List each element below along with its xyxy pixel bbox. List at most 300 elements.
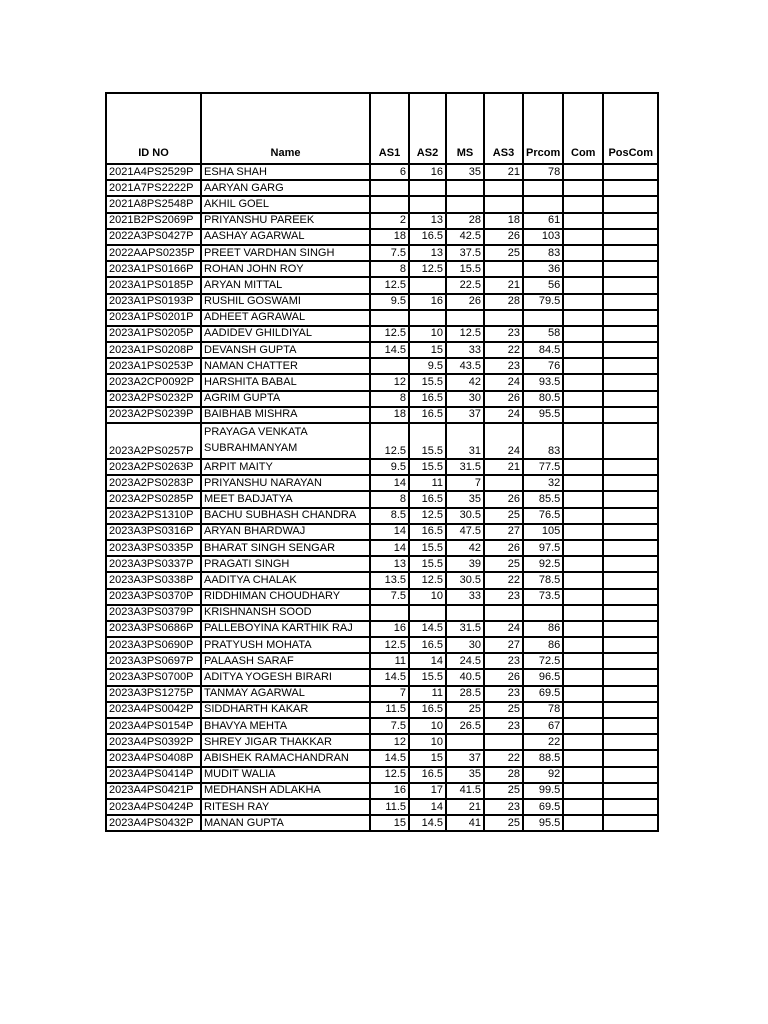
as1-cell: [370, 605, 409, 621]
com-cell: [563, 475, 603, 491]
as3-cell: 26: [484, 229, 523, 245]
as1-cell: [370, 310, 409, 326]
com-cell: [563, 799, 603, 815]
table-row: [106, 261, 658, 277]
poscom-cell: [603, 164, 658, 180]
as3-cell: 26: [484, 669, 523, 685]
com-cell: [563, 294, 603, 310]
com-cell: [563, 196, 603, 212]
ms-cell: 30: [446, 637, 484, 653]
poscom-cell: [603, 540, 658, 556]
as3-cell: 26: [484, 540, 523, 556]
as3-cell: 24: [484, 374, 523, 390]
prcom-cell: 105: [523, 524, 563, 540]
poscom-cell: [603, 702, 658, 718]
name-cell: ROHAN JOHN ROY: [201, 261, 370, 277]
name-cell: BAIBHAB MISHRA: [201, 407, 370, 423]
prcom-cell: 92: [523, 767, 563, 783]
ms-cell: 31.5: [446, 459, 484, 475]
poscom-cell: [603, 637, 658, 653]
prcom-cell: 67: [523, 718, 563, 734]
com-cell: [563, 310, 603, 326]
name-cell: AADIDEV GHILDIYAL: [201, 326, 370, 342]
table-row: [106, 459, 658, 475]
poscom-cell: [603, 358, 658, 374]
prcom-cell: 36: [523, 261, 563, 277]
as2-cell: 13: [409, 245, 446, 261]
poscom-cell: [603, 718, 658, 734]
as3-cell: 23: [484, 718, 523, 734]
name-cell: RIDDHIMAN CHOUDHARY: [201, 589, 370, 605]
prcom-cell: 73.5: [523, 589, 563, 605]
header-poscom: PosCom: [603, 93, 658, 164]
ms-cell: 26.5: [446, 718, 484, 734]
as1-cell: [370, 196, 409, 212]
header-prcom: Prcom: [523, 93, 563, 164]
name-cell: AADITYA CHALAK: [201, 572, 370, 588]
ms-cell: 35: [446, 164, 484, 180]
as3-cell: 22: [484, 572, 523, 588]
ms-cell: 31: [446, 423, 484, 459]
prcom-cell: 96.5: [523, 669, 563, 685]
poscom-cell: [603, 475, 658, 491]
id-cell: 2023A4PS0424P: [106, 799, 201, 815]
as3-cell: [484, 475, 523, 491]
table-row: [106, 653, 658, 669]
as1-cell: 18: [370, 229, 409, 245]
poscom-cell: [603, 391, 658, 407]
poscom-cell: [603, 589, 658, 605]
table-row: [106, 556, 658, 572]
ms-cell: [446, 196, 484, 212]
name-cell: BHAVYA MEHTA: [201, 718, 370, 734]
as1-cell: 15: [370, 815, 409, 831]
name-cell: PRIYANSHU PAREEK: [201, 213, 370, 229]
as1-cell: 6: [370, 164, 409, 180]
name-cell: SHREY JIGAR THAKKAR: [201, 734, 370, 750]
prcom-cell: 85.5: [523, 491, 563, 507]
as2-cell: [409, 277, 446, 293]
ms-cell: 12.5: [446, 326, 484, 342]
as3-cell: 28: [484, 294, 523, 310]
prcom-cell: 78: [523, 164, 563, 180]
prcom-cell: 93.5: [523, 374, 563, 390]
as2-cell: 16: [409, 294, 446, 310]
com-cell: [563, 245, 603, 261]
ms-cell: 24.5: [446, 653, 484, 669]
com-cell: [563, 718, 603, 734]
com-cell: [563, 261, 603, 277]
prcom-cell: 69.5: [523, 799, 563, 815]
prcom-cell: 95.5: [523, 815, 563, 831]
name-cell: MUDIT WALIA: [201, 767, 370, 783]
prcom-cell: 86: [523, 637, 563, 653]
table-row: [106, 326, 658, 342]
com-cell: [563, 783, 603, 799]
as1-cell: 12.5: [370, 423, 409, 459]
com-cell: [563, 491, 603, 507]
header-ms: MS: [446, 93, 484, 164]
as3-cell: 23: [484, 589, 523, 605]
as2-cell: 15.5: [409, 459, 446, 475]
name-cell: ARPIT MAITY: [201, 459, 370, 475]
as3-cell: [484, 605, 523, 621]
name-cell: AGRIM GUPTA: [201, 391, 370, 407]
name-cell: NAMAN CHATTER: [201, 358, 370, 374]
as3-cell: 23: [484, 686, 523, 702]
table-row: [106, 277, 658, 293]
prcom-cell: [523, 310, 563, 326]
ms-cell: 33: [446, 342, 484, 358]
as3-cell: 23: [484, 653, 523, 669]
com-cell: [563, 423, 603, 459]
poscom-cell: [603, 750, 658, 766]
table-row: [106, 475, 658, 491]
table-row: [106, 508, 658, 524]
ms-cell: 42: [446, 540, 484, 556]
com-cell: [563, 637, 603, 653]
name-cell: AKHIL GOEL: [201, 196, 370, 212]
id-cell: 2022A3PS0427P: [106, 229, 201, 245]
id-cell: 2021A4PS2529P: [106, 164, 201, 180]
id-cell: 2023A3PS0337P: [106, 556, 201, 572]
as2-cell: 14: [409, 799, 446, 815]
as2-cell: 16.5: [409, 491, 446, 507]
poscom-cell: [603, 572, 658, 588]
name-cell: ABISHEK RAMACHANDRAN: [201, 750, 370, 766]
poscom-cell: [603, 261, 658, 277]
id-cell: 2023A3PS0335P: [106, 540, 201, 556]
id-cell: 2023A3PS0370P: [106, 589, 201, 605]
as2-cell: 14: [409, 653, 446, 669]
name-cell: HARSHITA BABAL: [201, 374, 370, 390]
as3-cell: 24: [484, 407, 523, 423]
table-row: [106, 180, 658, 196]
ms-cell: 33: [446, 589, 484, 605]
ms-cell: 15.5: [446, 261, 484, 277]
id-cell: 2023A4PS0408P: [106, 750, 201, 766]
com-cell: [563, 734, 603, 750]
table-row: [106, 310, 658, 326]
id-cell: 2023A3PS0316P: [106, 524, 201, 540]
as3-cell: 18: [484, 213, 523, 229]
ms-cell: 37.5: [446, 245, 484, 261]
poscom-cell: [603, 556, 658, 572]
poscom-cell: [603, 686, 658, 702]
ms-cell: 28.5: [446, 686, 484, 702]
as2-cell: 15.5: [409, 556, 446, 572]
name-cell: AASHAY AGARWAL: [201, 229, 370, 245]
prcom-cell: 22: [523, 734, 563, 750]
as2-cell: 15: [409, 342, 446, 358]
name-cell: ARYAN MITTAL: [201, 277, 370, 293]
as2-cell: 16.5: [409, 524, 446, 540]
id-cell: 2023A1PS0166P: [106, 261, 201, 277]
id-cell: 2023A1PS0193P: [106, 294, 201, 310]
as3-cell: 26: [484, 491, 523, 507]
prcom-cell: 76.5: [523, 508, 563, 524]
as1-cell: [370, 180, 409, 196]
table-row: [106, 164, 658, 180]
com-cell: [563, 229, 603, 245]
ms-cell: 31.5: [446, 621, 484, 637]
name-cell: PRAYAGA VENKATA SUBRAHMANYAM: [201, 423, 370, 459]
as1-cell: 8: [370, 261, 409, 277]
id-cell: 2021A8PS2548P: [106, 196, 201, 212]
as1-cell: 13.5: [370, 572, 409, 588]
com-cell: [563, 391, 603, 407]
table-row: [106, 637, 658, 653]
as2-cell: 10: [409, 326, 446, 342]
com-cell: [563, 164, 603, 180]
com-cell: [563, 374, 603, 390]
table-row: [106, 605, 658, 621]
id-cell: 2023A2CP0092P: [106, 374, 201, 390]
table-row: [106, 491, 658, 507]
as2-cell: [409, 196, 446, 212]
poscom-cell: [603, 783, 658, 799]
as1-cell: 11.5: [370, 799, 409, 815]
table-row: [106, 196, 658, 212]
as3-cell: 27: [484, 524, 523, 540]
poscom-cell: [603, 342, 658, 358]
id-cell: 2023A1PS0201P: [106, 310, 201, 326]
table-row: [106, 423, 658, 459]
as1-cell: 14.5: [370, 342, 409, 358]
name-cell: MEDHANSH ADLAKHA: [201, 783, 370, 799]
poscom-cell: [603, 196, 658, 212]
prcom-cell: 84.5: [523, 342, 563, 358]
as2-cell: 15.5: [409, 669, 446, 685]
prcom-cell: 83: [523, 423, 563, 459]
as1-cell: 7.5: [370, 245, 409, 261]
as1-cell: 7.5: [370, 718, 409, 734]
name-cell: PALAASH SARAF: [201, 653, 370, 669]
as2-cell: 15.5: [409, 423, 446, 459]
ms-cell: [446, 605, 484, 621]
as2-cell: 16.5: [409, 391, 446, 407]
as2-cell: 13: [409, 213, 446, 229]
ms-cell: 40.5: [446, 669, 484, 685]
name-cell: ESHA SHAH: [201, 164, 370, 180]
com-cell: [563, 459, 603, 475]
table-row: [106, 815, 658, 831]
prcom-cell: 99.5: [523, 783, 563, 799]
ms-cell: 25: [446, 702, 484, 718]
marks-table: [105, 92, 659, 832]
table-row: [106, 374, 658, 390]
com-cell: [563, 508, 603, 524]
prcom-cell: 76: [523, 358, 563, 374]
prcom-cell: 32: [523, 475, 563, 491]
poscom-cell: [603, 524, 658, 540]
name-cell: PRATYUSH MOHATA: [201, 637, 370, 653]
table-row: [106, 702, 658, 718]
com-cell: [563, 358, 603, 374]
id-cell: 2023A1PS0205P: [106, 326, 201, 342]
as3-cell: 23: [484, 326, 523, 342]
id-cell: 2023A2PS0283P: [106, 475, 201, 491]
poscom-cell: [603, 734, 658, 750]
id-cell: 2023A2PS0257P: [106, 423, 201, 459]
com-cell: [563, 407, 603, 423]
ms-cell: [446, 734, 484, 750]
com-cell: [563, 342, 603, 358]
as3-cell: [484, 734, 523, 750]
id-cell: 2023A2PS0232P: [106, 391, 201, 407]
header-row: [106, 93, 658, 164]
id-cell: 2021B2PS2069P: [106, 213, 201, 229]
id-cell: 2023A4PS0154P: [106, 718, 201, 734]
name-cell: SIDDHARTH KAKAR: [201, 702, 370, 718]
as1-cell: [370, 358, 409, 374]
as3-cell: 25: [484, 783, 523, 799]
com-cell: [563, 556, 603, 572]
prcom-cell: 61: [523, 213, 563, 229]
as1-cell: 12.5: [370, 637, 409, 653]
table-row: [106, 734, 658, 750]
id-cell: 2023A3PS0700P: [106, 669, 201, 685]
ms-cell: 41.5: [446, 783, 484, 799]
poscom-cell: [603, 213, 658, 229]
as3-cell: 21: [484, 277, 523, 293]
as3-cell: 24: [484, 621, 523, 637]
com-cell: [563, 277, 603, 293]
as1-cell: 16: [370, 783, 409, 799]
poscom-cell: [603, 508, 658, 524]
name-cell: ADITYA YOGESH BIRARI: [201, 669, 370, 685]
as3-cell: 26: [484, 391, 523, 407]
as2-cell: 11: [409, 686, 446, 702]
com-cell: [563, 702, 603, 718]
prcom-cell: 77.5: [523, 459, 563, 475]
as3-cell: 28: [484, 767, 523, 783]
table-row: [106, 767, 658, 783]
com-cell: [563, 669, 603, 685]
id-cell: 2023A3PS1275P: [106, 686, 201, 702]
id-cell: 2023A3PS0686P: [106, 621, 201, 637]
header-id-no: ID NO: [106, 93, 201, 164]
ms-cell: 30: [446, 391, 484, 407]
ms-cell: 37: [446, 750, 484, 766]
table-row: [106, 407, 658, 423]
as3-cell: 27: [484, 637, 523, 653]
header-as3: AS3: [484, 93, 523, 164]
as1-cell: 11: [370, 653, 409, 669]
as1-cell: 18: [370, 407, 409, 423]
poscom-cell: [603, 310, 658, 326]
id-cell: 2023A3PS0338P: [106, 572, 201, 588]
as1-cell: 12.5: [370, 326, 409, 342]
com-cell: [563, 540, 603, 556]
table-row: [106, 750, 658, 766]
poscom-cell: [603, 605, 658, 621]
ms-cell: 39: [446, 556, 484, 572]
id-cell: 2023A3PS0379P: [106, 605, 201, 621]
as3-cell: 25: [484, 702, 523, 718]
table-row: [106, 358, 658, 374]
ms-cell: [446, 310, 484, 326]
ms-cell: 30.5: [446, 572, 484, 588]
com-cell: [563, 653, 603, 669]
as2-cell: 9.5: [409, 358, 446, 374]
com-cell: [563, 750, 603, 766]
poscom-cell: [603, 229, 658, 245]
as2-cell: [409, 180, 446, 196]
com-cell: [563, 180, 603, 196]
poscom-cell: [603, 459, 658, 475]
prcom-cell: 103: [523, 229, 563, 245]
table-row: [106, 540, 658, 556]
as3-cell: [484, 310, 523, 326]
as2-cell: 14.5: [409, 621, 446, 637]
as1-cell: 16: [370, 621, 409, 637]
ms-cell: 26: [446, 294, 484, 310]
as2-cell: 16.5: [409, 767, 446, 783]
name-cell: PREET VARDHAN SINGH: [201, 245, 370, 261]
as3-cell: [484, 261, 523, 277]
as3-cell: 25: [484, 245, 523, 261]
poscom-cell: [603, 245, 658, 261]
as3-cell: 25: [484, 556, 523, 572]
as2-cell: 12.5: [409, 572, 446, 588]
com-cell: [563, 524, 603, 540]
as2-cell: 10: [409, 734, 446, 750]
com-cell: [563, 767, 603, 783]
as1-cell: 14: [370, 524, 409, 540]
com-cell: [563, 326, 603, 342]
header-com: Com: [563, 93, 603, 164]
prcom-cell: 78: [523, 702, 563, 718]
name-cell: ARYAN BHARDWAJ: [201, 524, 370, 540]
poscom-cell: [603, 180, 658, 196]
poscom-cell: [603, 374, 658, 390]
table-row: [106, 213, 658, 229]
ms-cell: 22.5: [446, 277, 484, 293]
id-cell: 2023A1PS0185P: [106, 277, 201, 293]
as2-cell: 11: [409, 475, 446, 491]
poscom-cell: [603, 423, 658, 459]
ms-cell: [446, 180, 484, 196]
as2-cell: 16.5: [409, 637, 446, 653]
as3-cell: 21: [484, 164, 523, 180]
header-as2: AS2: [409, 93, 446, 164]
prcom-cell: 58: [523, 326, 563, 342]
com-cell: [563, 572, 603, 588]
header-name: Name: [201, 93, 370, 164]
as1-cell: 12: [370, 374, 409, 390]
table-row: [106, 799, 658, 815]
prcom-cell: 86: [523, 621, 563, 637]
name-cell: BACHU SUBHASH CHANDRA: [201, 508, 370, 524]
prcom-cell: [523, 180, 563, 196]
prcom-cell: 92.5: [523, 556, 563, 572]
as1-cell: 14.5: [370, 750, 409, 766]
table-row: [106, 589, 658, 605]
name-cell: TANMAY AGARWAL: [201, 686, 370, 702]
table-row: [106, 229, 658, 245]
id-cell: 2023A3PS0697P: [106, 653, 201, 669]
as2-cell: 14.5: [409, 815, 446, 831]
id-cell: 2023A3PS0690P: [106, 637, 201, 653]
name-cell: ADHEET AGRAWAL: [201, 310, 370, 326]
poscom-cell: [603, 799, 658, 815]
id-cell: 2023A4PS0432P: [106, 815, 201, 831]
com-cell: [563, 589, 603, 605]
id-cell: 2023A4PS0421P: [106, 783, 201, 799]
as1-cell: 9.5: [370, 294, 409, 310]
poscom-cell: [603, 669, 658, 685]
